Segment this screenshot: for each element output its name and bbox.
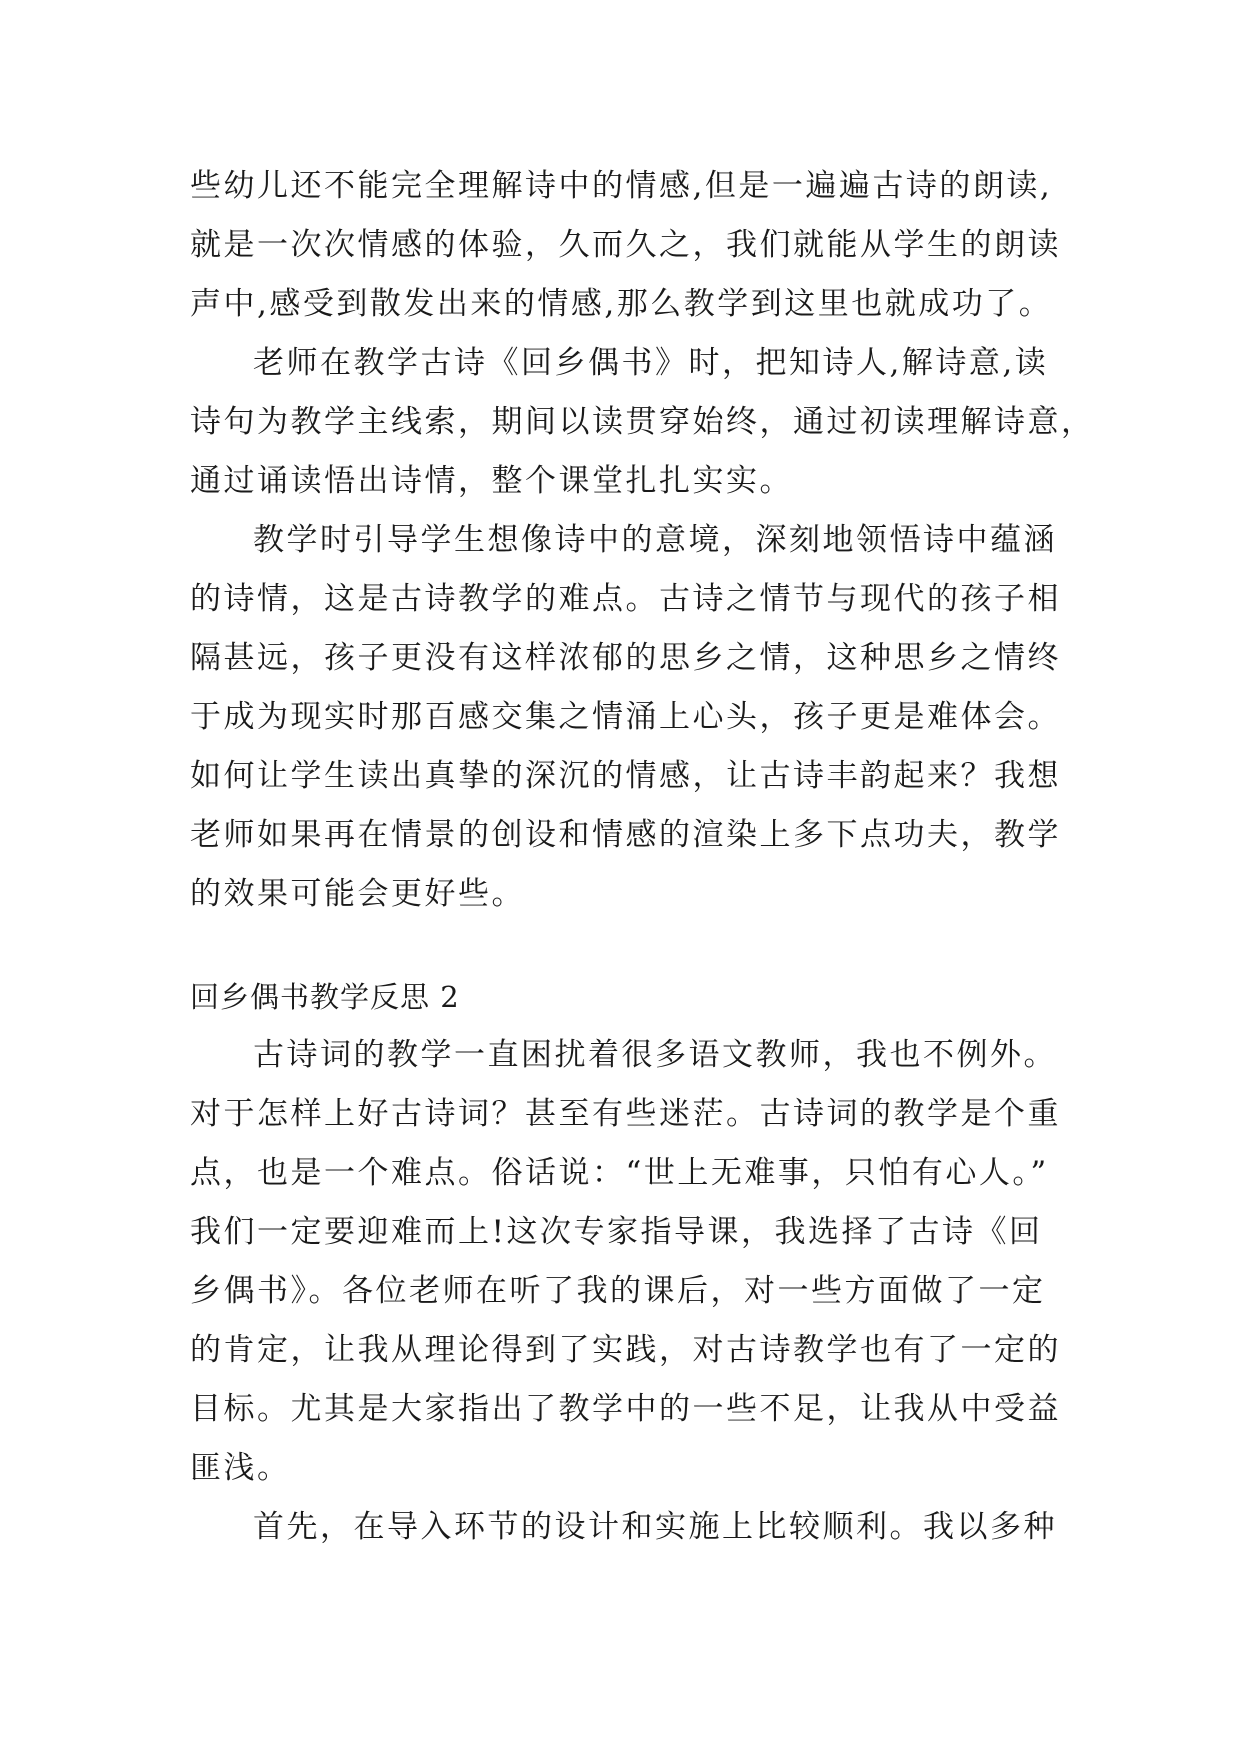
text-line: 些幼儿还不能完全理解诗中的情感,但是一遍遍古诗的朗读, [190, 168, 1053, 204]
text-line: 的诗情，这是古诗教学的难点。古诗之情节与现代的孩子相 [190, 581, 1061, 617]
text-line: 诗句为教学主线索，期间以读贯穿始终，通过初读理解诗意， [190, 404, 1095, 440]
text-line: 老师如果再在情景的创设和情感的渲染上多下点功夫，教学 [190, 817, 1061, 853]
text-line: 对于怎样上好古诗词？甚至有些迷茫。古诗词的教学是个重 [190, 1096, 1061, 1132]
text-line: 首先，在导入环节的设计和实施上比较顺利。我以多种 [253, 1509, 1057, 1545]
text-line: 隔甚远，孩子更没有这样浓郁的思乡之情，这种思乡之情终 [190, 640, 1061, 676]
text-line: 点，也是一个难点。俗话说：“世上无难事，只怕有心人。” [190, 1155, 1049, 1191]
text-line: 如何让学生读出真挚的深沉的情感，让古诗丰韵起来？我想 [190, 758, 1061, 794]
text-line: 于成为现实时那百感交集之情涌上心头，孩子更是难体会。 [190, 699, 1061, 735]
text-line: 通过诵读悟出诗情，整个课堂扎扎实实。 [190, 463, 793, 499]
text-line: 古诗词的教学一直困扰着很多语文教师，我也不例外。 [253, 1037, 1057, 1073]
text-line: 乡偶书》。各位老师在听了我的课后，对一些方面做了一定 [190, 1273, 1046, 1309]
text-line: 目标。尤其是大家指出了教学中的一些不足，让我从中受益 [190, 1391, 1061, 1427]
text-line: 的肯定，让我从理论得到了实践，对古诗教学也有了一定的 [190, 1332, 1061, 1368]
text-line: 匪浅。 [190, 1450, 291, 1486]
text-line: 教学时引导学生想像诗中的意境，深刻地领悟诗中蕴涵 [253, 522, 1057, 558]
text-line: 声中,感受到散发出来的情感,那么教学到这里也就成功了。 [190, 286, 1053, 322]
text-line: 老师在教学古诗《回乡偶书》时，把知诗人,解诗意,读 [253, 345, 1049, 381]
text-line: 的效果可能会更好些。 [190, 876, 525, 912]
section-title: 回乡偶书教学反思 2 [190, 980, 460, 1014]
text-line: 我们一定要迎难而上!这次专家指导课，我选择了古诗《回 [190, 1214, 1043, 1250]
text-line: 就是一次次情感的体验，久而久之，我们就能从学生的朗读 [190, 227, 1061, 263]
